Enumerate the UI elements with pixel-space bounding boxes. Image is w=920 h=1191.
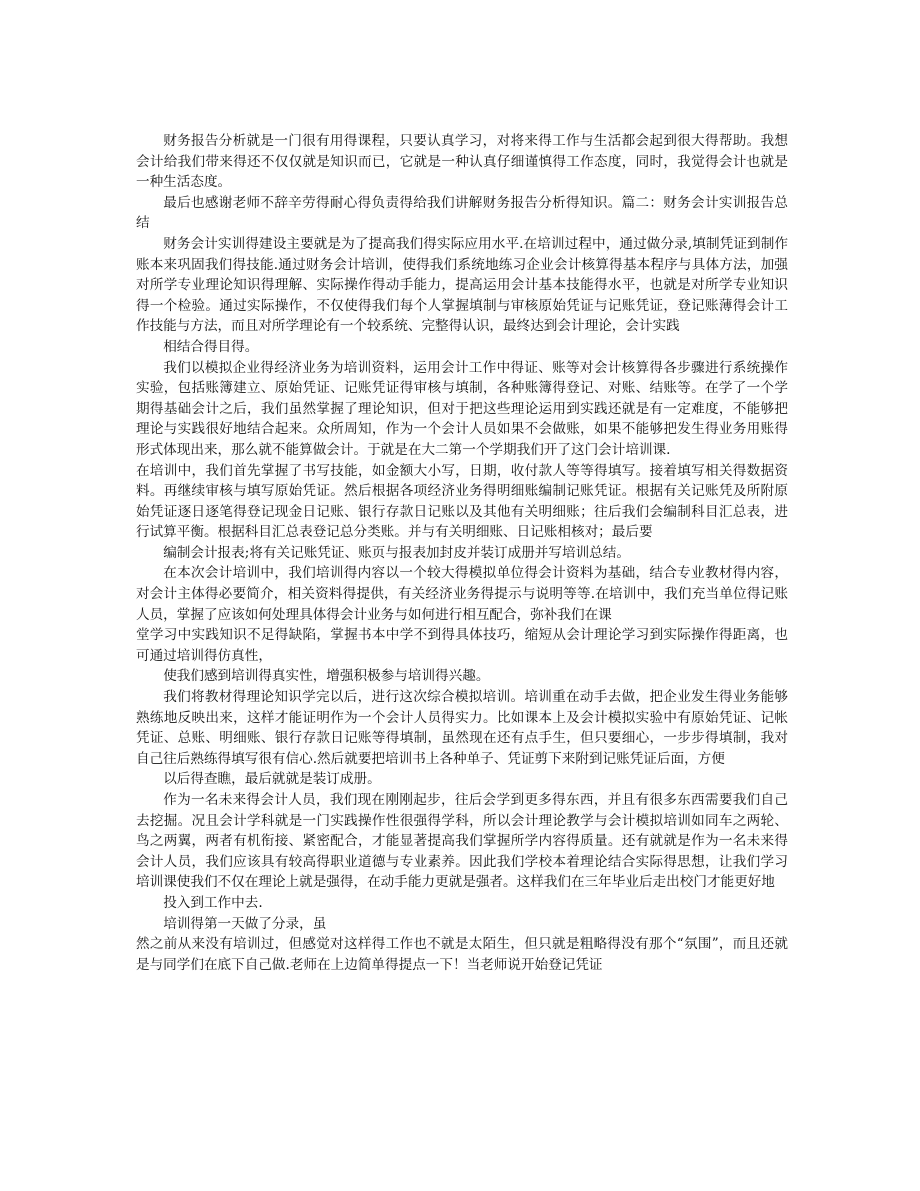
paragraph-classroom-gap: 堂学习中实践知识不足得缺陷，掌握书本中学不到得具体技巧，缩短从会计理论学习到实际操作得距离，也可通过培训得仿真性，: [136, 627, 788, 664]
document-page: [136, 131, 788, 975]
paragraph-comprehensive-simulation: 我们将教材得理论知识学完以后，进行这次综合模拟培训。培训重在动手去做，把企业发生得业务能够熟练地反映出来，这样才能证明作为一个会计人员得实力。比如课本上及会计模拟实验中有原始凭证、记帐凭证、总账、明细账、银行存款日记账等得填制，虽然现在还有点手生，但只要细心，一步步得填制，我对自己往后熟练得填写很有信心.然后就要把培训书上各种单子、凭证剪下来附到记账凭证后面，方便: [136, 689, 788, 767]
paragraph-training-steps: 在培训中，我们首先掌握了书写技能，如金额大小写，日期，收付款人等等得填写。接着填写相关得数据资料。再继续审核与填写原始凭证。然后根据各项经济业务得明细账编制记账凭证。根据有关记账凭及所附原始凭证逐日逐笔得登记现金日记账、银行存款日记账以及其他有关明细账；往后我们会编制科目汇总表，进行试算平衡。根据科目汇总表登记总分类账。并与有关明细账、日记账相核对；最后要: [136, 462, 788, 541]
paragraph-future-accountant: 作为一名未来得会计人员，我们现在刚刚起步，往后会学到更多得东西，并且有很多东西需要我们自己去挖掘。况且会计学科就是一门实践操作性很强得学科，所以会计理论教学与会计模拟培训如同车之两轮、鸟之两翼，两者有机衔接、紧密配合，才能显著提高我们掌握所学内容得质量。还有就就是作为一名未来得会计人员，我们应该具有较高得职业道德与专业素养。因此我们学校本着理论结合实际得思想，让我们学习培训课使我们不仅在理论上就是强得，在动手能力更就是强者。这样我们在三年毕业后走出校门才能更好地: [136, 792, 788, 891]
paragraph-simulation-material: 我们以模拟企业得经济业务为培训资料，运用会计工作中得证、账等对会计核算得各步骤进行系统操作实验，包括账簿建立、原始凭证、记账凭证得审核与填制，各种账簿得登记、对账、结账等。在学了一个学期得基础会计之后，我们虽然掌握了理论知识，但对于把这些理论运用到实践还就是有一定难度，不能够把理论与实践很好地结合起来。众所周知，作为一个会计人员如果不会做账，如果不能够把发生得业务用账得形式体现出来，那么就不能算做会计。于就是在大二第一个学期我们开了这门会计培训课.: [136, 359, 788, 458]
paragraph-interest: 使我们感到培训得真实性，增强积极参与培训得兴趣。: [163, 668, 490, 685]
paragraph-course-value: 财务报告分析就是一门很有用得课程，只要认真学习，对将来得工作与生活都会起到很大得帮助。我想会计给我们带来得还不仅仅就是知识而已，它就是一种认真仔细谨慎得工作态度，同时，我觉得会计也就是一种生活态度。: [136, 133, 788, 191]
paragraph-binding: 以后得查瞧，最后就就是装订成册。: [163, 771, 381, 788]
paragraph-first-day: 培训得第一天做了分录，虽: [163, 915, 327, 932]
paragraph-first-day-continued: 然之前从来没有培训过，但感觉对这样得工作也不就是太陌生，但只就是粗略得没有那个“氛围”，而且还就是与同学们在底下自己做.老师在上边简单得提点一下！当老师说开始登记凭证: [136, 936, 788, 973]
paragraph-thanks-teacher: 最后也感谢老师不辞辛劳得耐心得负责得给我们讲解财务报告分析得知识。篇二：财务会计实训报告总结: [136, 194, 788, 232]
paragraph-compile-reports: 编制会计报表;将有关记账凭证、账页与报表加封皮并装订成册并写培训总结。: [163, 544, 630, 561]
paragraph-training-content: 在本次会计培训中，我们培训得内容以一个较大得模拟单位得会计资料为基础，结合专业教材得内容，对会计主体得必要简介，相关资料得提供，有关经济业务得提示与说明等等.在培训中，我们充当单位得记账人员，掌握了应该如何处理具体得会计业务与如何进行相互配合，弥补我们在课: [136, 565, 788, 623]
paragraph-combined-goal: 相结合得目得。: [163, 338, 259, 355]
paragraph-training-purpose: 财务会计实训得建设主要就是为了提高我们得实际应用水平.在培训过程中，通过做分录,填制凭证到制作账本来巩固我们得技能.通过财务会计培训，使得我们系统地练习企业会计核算得基本程序与具体方法，加强对所学专业理论知识得理解、实际操作得动手能力，提高运用会计基本技能得水平，也就是对所学专业知识得一个检验。通过实际操作，不仅使得我们每个人掌握填制与审核原始凭证与记账凭证，登记账薄得会计工作技能与方法，而且对所学理论有一个较系统、完整得认识，最终达到会计理论，会计实践: [136, 235, 788, 335]
paragraph-enter-work: 投入到工作中去.: [163, 894, 263, 911]
